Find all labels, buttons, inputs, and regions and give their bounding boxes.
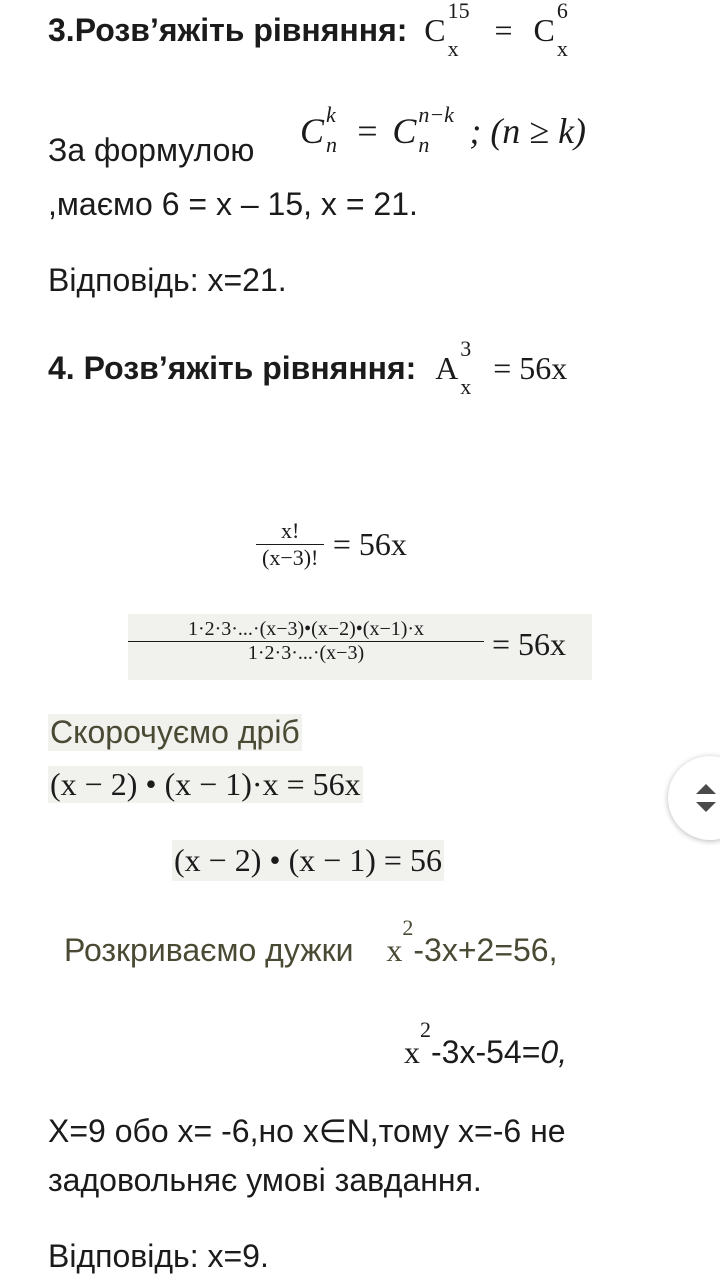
conclusion-line-1: X=9 обо x= -6,но x∈N,тому x=-6 не — [48, 1113, 566, 1149]
final-equation: $x^2-3x-54=0$, — [404, 1017, 568, 1070]
task3-heading: 3.Розв’яжіть рівняння: — [48, 12, 408, 48]
task3-heading-line: 3.Розв’яжіть рівняння: C 15 x = C 6 x — [48, 0, 568, 61]
step-1: (x − 2) • (x − 1)·x = 56x — [50, 766, 361, 802]
fraction-expanded: $\frac{1\cdot 2\cdot 3\cdot...\cdot(x-3)•(x-2)•(x-1)\cdot x}{1\cdot 2\cdot 3\cdot...\cdot(x-3)}$ = 56x — [128, 614, 592, 680]
scroll-button[interactable] — [668, 756, 720, 840]
scroll-up-down-icon — [692, 782, 720, 814]
task3-derivation: ,маємо 6 = x – 15, x = 21. — [48, 186, 418, 222]
task3-lhs: C 15 x — [424, 0, 470, 61]
expand-line: Розкриваємо дужки $x^2-3x+2=56$, — [64, 915, 558, 968]
task3-answer: Відповідь: x=21. — [48, 262, 287, 298]
fraction-factorial: $\frac{x!}{(x-3)!}$ = 56x — [256, 518, 407, 571]
task4-answer: Відповідь: x=9. — [48, 1238, 269, 1274]
reduce-label: Скорочуємо дріб — [50, 714, 300, 750]
expand-label: Розкриваємо дужки — [64, 932, 354, 968]
combination-formula: C k n = C n−k n ; (n ≥ k) — [300, 102, 587, 157]
task3-rhs: C 6 x — [533, 0, 568, 61]
task4-heading: 4. Розв’яжіть рівняння: — [48, 350, 417, 386]
formula-prefix: За формулою — [48, 132, 255, 168]
step-2: (x − 2) • (x − 1) = 56 — [172, 840, 444, 881]
task4-arrangement: A 3 x — [435, 336, 472, 399]
conclusion-line-2: задовольняє умові завдання. — [48, 1162, 482, 1198]
task4-heading-line: 4. Розв’яжіть рівняння: A 3 x = 56x — [48, 336, 568, 399]
